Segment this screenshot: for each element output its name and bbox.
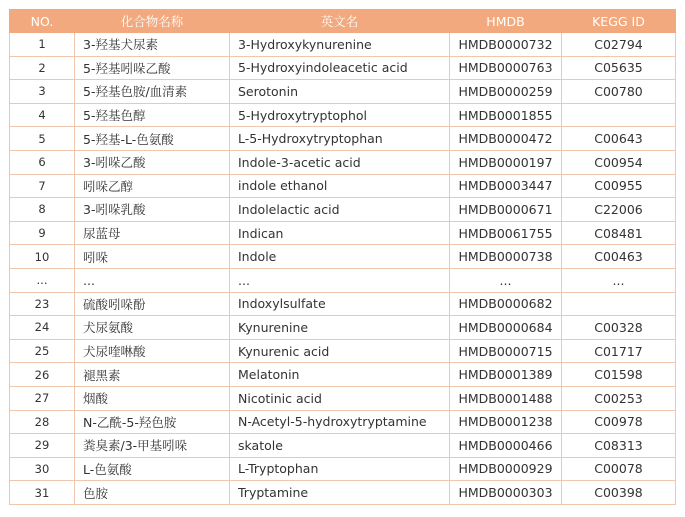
- cell-hmdb: HMDB0061755: [450, 221, 562, 245]
- cell-no: 8: [10, 198, 75, 222]
- cell-kegg-id: C08481: [562, 221, 676, 245]
- cell-english-name: L-5-Hydroxytryptophan: [230, 127, 450, 151]
- table-row: [10, 481, 676, 505]
- cell-kegg-id: ...: [562, 268, 676, 292]
- cell-compound-name: 犬尿喹啉酸: [75, 339, 230, 363]
- cell-compound-name: ...: [75, 268, 230, 292]
- cell-english-name: Kynurenine: [230, 316, 450, 340]
- cell-compound-name: 粪臭素/3-甲基吲哚: [75, 434, 230, 458]
- cell-kegg-id: C00780: [562, 80, 676, 104]
- cell-hmdb: HMDB0000682: [450, 292, 562, 316]
- table-row: [10, 245, 676, 269]
- cell-hmdb: HMDB0000466: [450, 434, 562, 458]
- table-row: [10, 33, 676, 57]
- table-row: [10, 410, 676, 434]
- cell-kegg-id: C00955: [562, 174, 676, 198]
- cell-compound-name: 吲哚乙醇: [75, 174, 230, 198]
- cell-hmdb: HMDB0000671: [450, 198, 562, 222]
- table-row: [10, 80, 676, 104]
- cell-kegg-id: C00253: [562, 386, 676, 410]
- cell-compound-name: 褪黑素: [75, 363, 230, 387]
- header-row: [10, 10, 676, 33]
- cell-no: 24: [10, 316, 75, 340]
- cell-no: 29: [10, 434, 75, 458]
- cell-english-name: N-Acetyl-5-hydroxytryptamine: [230, 410, 450, 434]
- cell-compound-name: N-乙酰-5-羟色胺: [75, 410, 230, 434]
- cell-hmdb: HMDB0001389: [450, 363, 562, 387]
- cell-compound-name: 烟酸: [75, 386, 230, 410]
- cell-english-name: Indican: [230, 221, 450, 245]
- cell-compound-name: L-色氨酸: [75, 457, 230, 481]
- cell-compound-name: 5-羟基色胺/血清素: [75, 80, 230, 104]
- cell-kegg-id: C00463: [562, 245, 676, 269]
- cell-hmdb: HMDB0000303: [450, 481, 562, 505]
- table-body: [10, 33, 676, 505]
- table-row: [10, 150, 676, 174]
- cell-no: 5: [10, 127, 75, 151]
- table-row: [10, 221, 676, 245]
- cell-compound-name: 5-羟基吲哚乙酸: [75, 56, 230, 80]
- cell-kegg-id: C00078: [562, 457, 676, 481]
- table-row: [10, 56, 676, 80]
- table-row: [10, 174, 676, 198]
- cell-english-name: Tryptamine: [230, 481, 450, 505]
- cell-kegg-id: [562, 103, 676, 127]
- table-row: [10, 103, 676, 127]
- header-hmdb: HMDB: [450, 10, 562, 33]
- header-kegg-id: KEGG ID: [562, 10, 676, 33]
- cell-kegg-id: C08313: [562, 434, 676, 458]
- table-row: [10, 127, 676, 151]
- compound-table: [9, 9, 676, 505]
- cell-kegg-id: [562, 292, 676, 316]
- cell-kegg-id: C00398: [562, 481, 676, 505]
- cell-no: 31: [10, 481, 75, 505]
- cell-no: 27: [10, 386, 75, 410]
- cell-compound-name: 3-吲哚乙酸: [75, 150, 230, 174]
- cell-no: 7: [10, 174, 75, 198]
- cell-no: 1: [10, 33, 75, 57]
- cell-no: ...: [10, 268, 75, 292]
- cell-english-name: 5-Hydroxyindoleacetic acid: [230, 56, 450, 80]
- cell-kegg-id: C01717: [562, 339, 676, 363]
- cell-no: 4: [10, 103, 75, 127]
- cell-english-name: Indole: [230, 245, 450, 269]
- cell-hmdb: HMDB0003447: [450, 174, 562, 198]
- cell-no: 25: [10, 339, 75, 363]
- cell-hmdb: HMDB0000738: [450, 245, 562, 269]
- cell-compound-name: 尿蓝母: [75, 221, 230, 245]
- table-row: [10, 434, 676, 458]
- cell-hmdb: HMDB0000929: [450, 457, 562, 481]
- cell-kegg-id: C02794: [562, 33, 676, 57]
- cell-hmdb: HMDB0001855: [450, 103, 562, 127]
- cell-english-name: skatole: [230, 434, 450, 458]
- cell-english-name: Nicotinic acid: [230, 386, 450, 410]
- cell-compound-name: 犬尿氨酸: [75, 316, 230, 340]
- cell-hmdb: HMDB0001238: [450, 410, 562, 434]
- cell-english-name: Indoxylsulfate: [230, 292, 450, 316]
- cell-compound-name: 硫酸吲哚酚: [75, 292, 230, 316]
- cell-no: 9: [10, 221, 75, 245]
- header-compound-name: 化合物名称: [75, 10, 230, 33]
- header-english-name: 英文名: [230, 10, 450, 33]
- cell-english-name: Indolelactic acid: [230, 198, 450, 222]
- cell-hmdb: HMDB0000259: [450, 80, 562, 104]
- cell-kegg-id: C01598: [562, 363, 676, 387]
- table-row: [10, 198, 676, 222]
- cell-compound-name: 吲哚: [75, 245, 230, 269]
- cell-no: 28: [10, 410, 75, 434]
- cell-english-name: Indole-3-acetic acid: [230, 150, 450, 174]
- cell-no: 10: [10, 245, 75, 269]
- table-header: [10, 10, 676, 33]
- table-row: [10, 363, 676, 387]
- cell-kegg-id: C00978: [562, 410, 676, 434]
- cell-kegg-id: C22006: [562, 198, 676, 222]
- cell-kegg-id: C00643: [562, 127, 676, 151]
- cell-english-name: ...: [230, 268, 450, 292]
- table-row: [10, 457, 676, 481]
- cell-english-name: 5-Hydroxytryptophol: [230, 103, 450, 127]
- cell-no: 3: [10, 80, 75, 104]
- table-row: [10, 339, 676, 363]
- cell-english-name: Kynurenic acid: [230, 339, 450, 363]
- table-row: [10, 292, 676, 316]
- cell-compound-name: 3-羟基犬尿素: [75, 33, 230, 57]
- cell-compound-name: 色胺: [75, 481, 230, 505]
- cell-hmdb: HMDB0001488: [450, 386, 562, 410]
- cell-no: 6: [10, 150, 75, 174]
- cell-english-name: Melatonin: [230, 363, 450, 387]
- cell-english-name: L-Tryptophan: [230, 457, 450, 481]
- cell-english-name: Serotonin: [230, 80, 450, 104]
- cell-hmdb: HMDB0000472: [450, 127, 562, 151]
- cell-no: 30: [10, 457, 75, 481]
- cell-compound-name: 5-羟基-L-色氨酸: [75, 127, 230, 151]
- cell-hmdb: HMDB0000715: [450, 339, 562, 363]
- cell-compound-name: 5-羟基色醇: [75, 103, 230, 127]
- cell-hmdb: HMDB0000763: [450, 56, 562, 80]
- cell-kegg-id: C00328: [562, 316, 676, 340]
- cell-kegg-id: C00954: [562, 150, 676, 174]
- cell-no: 26: [10, 363, 75, 387]
- cell-hmdb: HMDB0000197: [450, 150, 562, 174]
- cell-kegg-id: C05635: [562, 56, 676, 80]
- cell-english-name: indole ethanol: [230, 174, 450, 198]
- table-row: [10, 316, 676, 340]
- cell-no: 2: [10, 56, 75, 80]
- cell-no: 23: [10, 292, 75, 316]
- cell-english-name: 3-Hydroxykynurenine: [230, 33, 450, 57]
- table-row: [10, 268, 676, 292]
- cell-hmdb: ...: [450, 268, 562, 292]
- cell-hmdb: HMDB0000732: [450, 33, 562, 57]
- header-no: NO.: [10, 10, 75, 33]
- table-row: [10, 386, 676, 410]
- cell-compound-name: 3-吲哚乳酸: [75, 198, 230, 222]
- cell-hmdb: HMDB0000684: [450, 316, 562, 340]
